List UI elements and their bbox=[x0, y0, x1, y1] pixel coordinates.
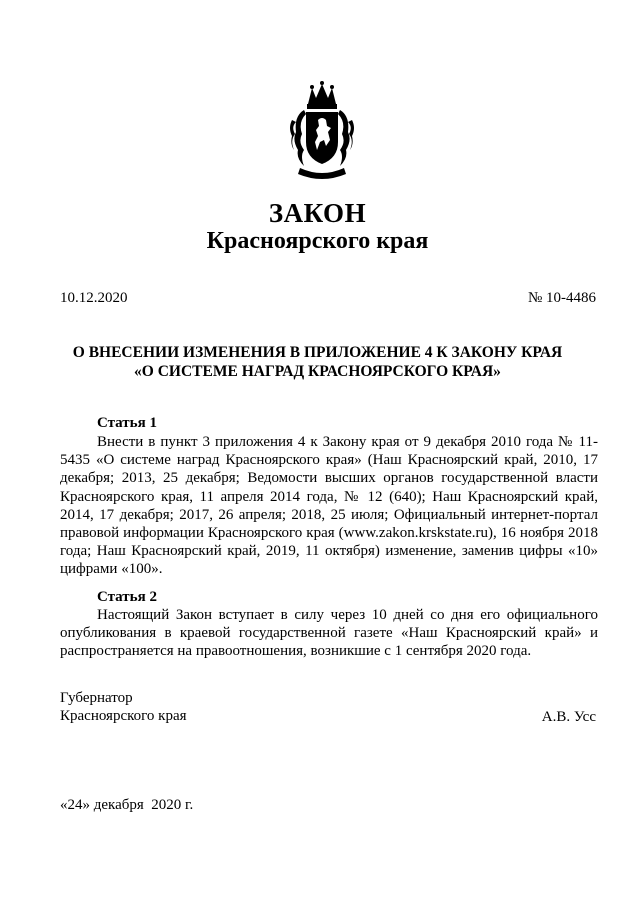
document-date: 10.12.2020 bbox=[60, 290, 128, 306]
law-heading-line-1: О ВНЕСЕНИИ ИЗМЕНЕНИЯ В ПРИЛОЖЕНИЕ 4 К ЗАКОНУ КРАЯ bbox=[72, 344, 563, 361]
signatory-position-line-2: Красноярского края bbox=[60, 708, 187, 724]
coat-of-arms-icon bbox=[286, 80, 358, 184]
article-1-title: Статья 1 bbox=[97, 415, 157, 431]
law-heading-line-2: «О СИСТЕМЕ НАГРАД КРАСНОЯРСКОГО КРАЯ» bbox=[134, 363, 501, 380]
article-1-text: Внести в пункт 3 приложения 4 к Закону края от 9 декабря 2010 года № 11-5435 «О системе наград Красноярского края» (Наш Красноярский край, 2010, 17 декабря; 2013, 25 декабря; Ведомости высших органов государственной власти Красноярского края, 11 апреля 2014 года, № 12 (640); Наш Красноярский край, 2014, 17 декабря; 2017, 26 апреля; 2018, 25 июля; Официальный интернет-портал правовой информации Красноярского края (www.zakon.krskstate.ru), 16 ноября 2018 года; Наш Красноярский край, 2019, 11 октября) изменение, заменив цифры «10» цифрами «100». bbox=[60, 434, 598, 578]
signing-date: «24» декабря 2020 г. bbox=[60, 797, 194, 813]
article-2-text: Настоящий Закон вступает в силу через 10 дней со дня его официального опубликования в краевой государственной газете «Наш Красноярский край» и распространяется на правоотношения, возникшие с 1 сентября 2020 года. bbox=[60, 607, 598, 660]
signatory-name: А.В. Усс bbox=[541, 709, 596, 725]
document-number: № 10-4486 bbox=[527, 290, 596, 306]
signatory-position bbox=[60, 689, 187, 725]
document-title: ЗАКОН bbox=[268, 198, 367, 228]
signatory-position-line-1: Губернатор bbox=[60, 690, 133, 706]
document-subtitle: Красноярского края bbox=[206, 228, 429, 254]
article-2-title: Статья 2 bbox=[97, 589, 157, 605]
